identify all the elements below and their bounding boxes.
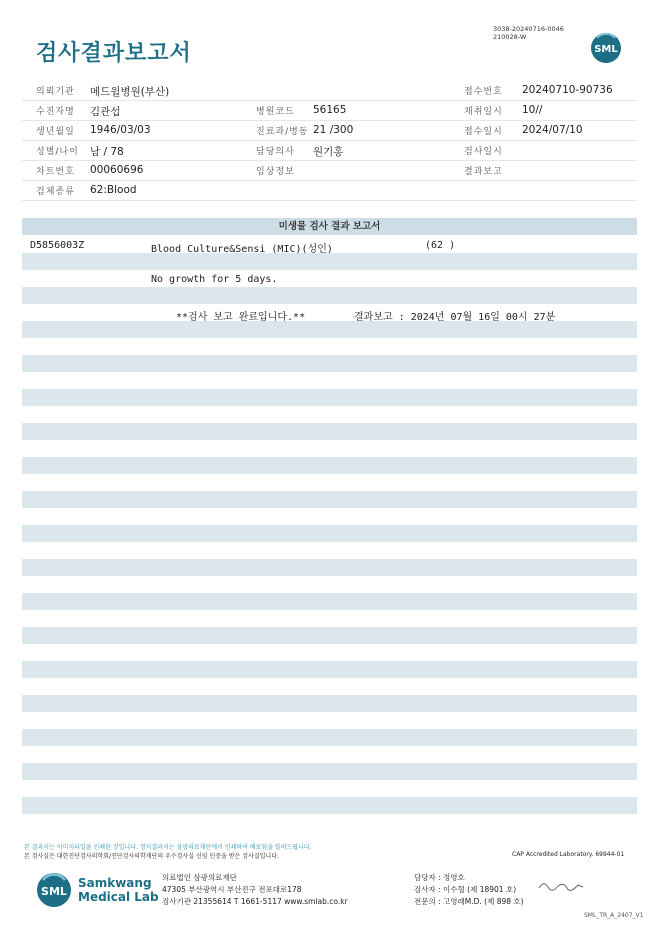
results-stripe-row [22, 661, 637, 678]
image-notice: 본 결과지는 이미지파일을 인쇄한 것입니다. 정식결과지는 삼광의료재단에서 인쇄하여 배포됨을 알려드립니다. [24, 844, 312, 851]
doctor-label: 담당의사 [256, 147, 295, 157]
org-name: 의료법인 삼광의료재단 [162, 873, 237, 882]
received-label: 접수일시 [464, 127, 503, 137]
report-timestamp: 결과보고 : 2024년 07월 16일 00시 27분 [354, 312, 556, 323]
results-stripe-row [22, 423, 637, 440]
reported-label: 결과보고 [464, 167, 503, 177]
results-stripe-row [22, 355, 637, 372]
samkwang-logo-icon [36, 872, 72, 908]
hospital-label: 의뢰기관 [36, 87, 75, 97]
samkwang-logo-text [78, 876, 159, 904]
specialist-name: 고영래M.D. (제 898 호) [443, 897, 524, 906]
specialist-line [414, 896, 524, 908]
completion-message: **검사 보고 완료입니다.** [176, 312, 306, 323]
signatories [414, 872, 524, 908]
birth-label: 생년월일 [36, 127, 75, 137]
results-stripe-row [22, 627, 637, 644]
tester-line [414, 884, 524, 896]
staff-line [414, 872, 524, 884]
specimen-label: 검체종류 [36, 187, 75, 197]
info-row [22, 180, 637, 201]
test-code: D5856003Z [30, 240, 85, 251]
results-stripe-row [22, 321, 637, 338]
results-stripe-row [22, 797, 637, 814]
samkwang-logo-abbr: SML [41, 885, 67, 898]
collected-label: 채취일시 [464, 107, 503, 117]
info-row [22, 120, 637, 141]
dept-label: 진료과/병동 [256, 127, 309, 137]
logo-line2: Medical Lab [78, 890, 159, 904]
cap-accreditation: CAP Accredited Laboratory. 69944-01 [512, 851, 625, 858]
receipt-no-label: 접수번호 [464, 87, 503, 97]
chart-value: 00060696 [90, 164, 144, 176]
doctor-value: 원기홍 [313, 146, 344, 158]
receipt-no-value: 20240710-90736 [522, 84, 613, 96]
staff-name: 정영호 [443, 873, 465, 882]
name-value: 김관섭 [90, 106, 121, 118]
results-stripe-row [22, 763, 637, 780]
hospital-code-label: 병원코드 [256, 107, 295, 117]
results-stripe-row [22, 457, 637, 474]
results-stripe-row [22, 491, 637, 508]
results-stripe-row [22, 559, 637, 576]
clinical-label: 임상정보 [256, 167, 295, 177]
results-stripe-row [22, 593, 637, 610]
lab-info [162, 872, 348, 908]
document-code [493, 25, 564, 41]
tester-signature [536, 878, 586, 894]
tested-label: 검사일시 [464, 147, 503, 157]
results-stripe-row [22, 729, 637, 746]
dept-value: 21 /300 [313, 124, 354, 136]
hospital-value: 메드윌병원(부산) [90, 86, 170, 98]
tester-name: 이수혈 (제 18901 호) [443, 885, 517, 894]
results-header: 미생물 검사 결과 보고서 [22, 218, 637, 235]
staff-label: 담당자 : [414, 873, 441, 882]
sex-age-value: 남 / 78 [90, 146, 124, 158]
collected-value: 10// [522, 104, 543, 116]
sex-age-label: 성별/나이 [36, 147, 79, 157]
logo-line1: Samkwang [78, 876, 152, 890]
chart-label: 차트번호 [36, 167, 75, 177]
hospital-code-value: 56165 [313, 104, 347, 116]
sml-logo [590, 32, 622, 64]
result-text: No growth for 5 days. [151, 274, 278, 285]
name-label: 수진자명 [36, 107, 75, 117]
document-code-line2: 210028-W [493, 33, 527, 41]
info-row [22, 160, 637, 181]
report-title: 검사결과보고서 [36, 41, 192, 66]
specimen-value: 62:Blood [90, 184, 137, 196]
document-code-line1: 3038-20240716-0046 [493, 25, 564, 33]
results-stripe-row [22, 389, 637, 406]
specialist-label: 전문의 : [414, 897, 441, 906]
info-row [22, 100, 637, 121]
sml-logo-text: SML [594, 44, 618, 55]
lab-contact: 검사기관 21355614 T 1661-5117 www.smlab.co.kr [162, 897, 348, 906]
results-stripe-row [22, 253, 637, 270]
info-row [22, 80, 637, 101]
info-row [22, 140, 637, 161]
lab-address: 47305 부산광역시 부산진구 전포대로178 [162, 885, 302, 894]
birth-value: 1946/03/03 [90, 124, 151, 136]
results-stripe-row [22, 287, 637, 304]
results-stripe-row [22, 525, 637, 542]
accreditation-notice: 본 검사실은 대한진단검사의학회/진단검사의학재단의 우수검사실 신임 인증을 받은 검사실입니다. [24, 853, 279, 860]
test-name: Blood Culture&Sensi (MIC)(성인) [151, 244, 333, 255]
received-value: 2024/07/10 [522, 124, 583, 136]
results-stripe-row [22, 695, 637, 712]
specimen-code: (62 ) [425, 240, 456, 251]
tester-label: 검사자 : [414, 885, 441, 894]
form-code: SML_TR_A_2407_V1 [584, 912, 644, 919]
